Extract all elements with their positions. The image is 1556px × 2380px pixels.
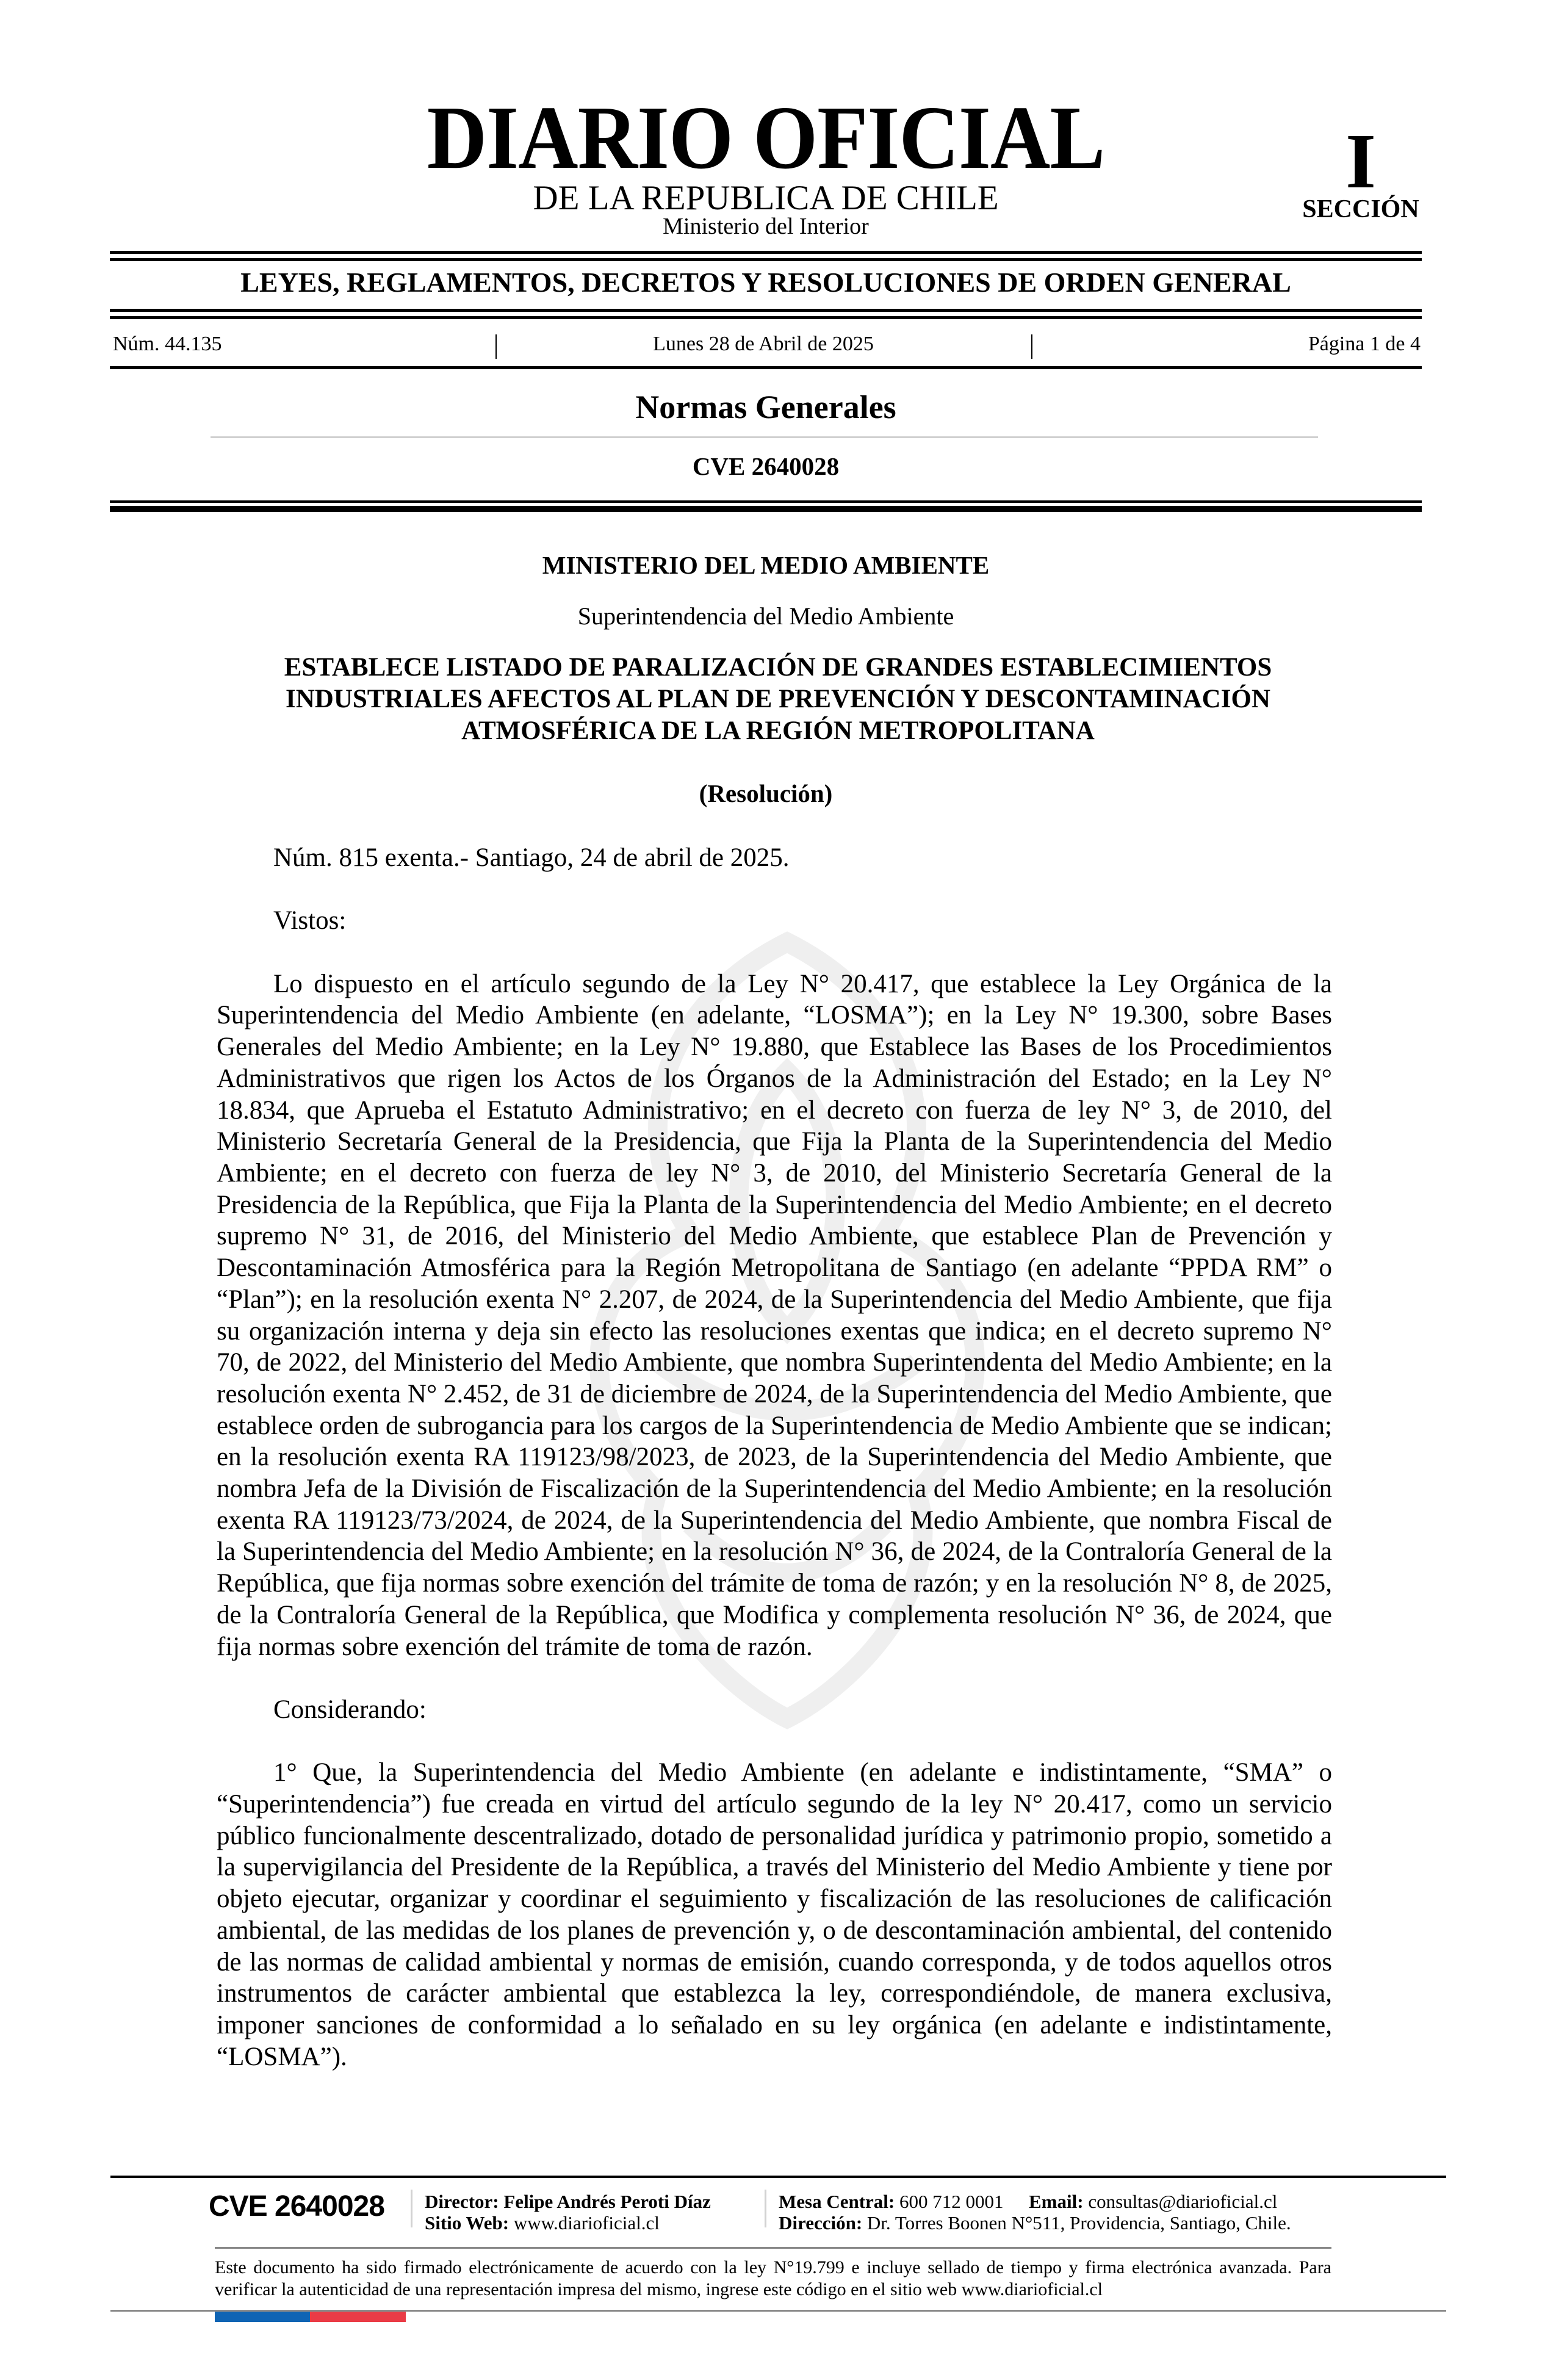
cve-rule-thin (110, 500, 1422, 503)
email-link[interactable]: consultas@diarioficial.cl (1088, 2191, 1278, 2212)
website-link[interactable]: www.diarioficial.cl (513, 2212, 660, 2234)
masthead-rule-1 (110, 251, 1422, 254)
footer-cve-code: CVE 2640028 (209, 2190, 384, 2223)
footer-top-rule (110, 2176, 1446, 2178)
vistos-label: Vistos: (273, 906, 347, 936)
issue-separator-2 (1031, 334, 1032, 359)
page-indicator: Página 1 de 4 (1308, 333, 1421, 355)
footer-website (425, 2213, 660, 2232)
address-value: Dr. Torres Boonen N°511, Providencia, Santiago, Chile. (866, 2212, 1291, 2234)
phone-label: Mesa Central: (779, 2191, 895, 2212)
address-label: Dirección: (779, 2212, 863, 2234)
resolution-number-line: Núm. 815 exenta.- Santiago, 24 de abril de 2025. (273, 843, 790, 872)
footer-contact (779, 2192, 1277, 2211)
footer-director (425, 2192, 711, 2211)
cve-rule-thick (110, 506, 1422, 512)
considerando-paragraph-1: 1° Que, la Superintendencia del Medio Ambiente (en adelante e indistintamente, “SMA” o “Superintendencia”) fue creada en virtud del artículo segundo de la ley N° 20.417, como un servicio público funcionalmente descentralizado, dotado de personalidad jurídica y patrimonio propio, sometido a la supervigilancia del Presidente de la República, a través del Ministerio del Medio Ambiente y tiene por objeto ejecutar, organizar y coordinar el seguimiento y fiscalización de las resoluciones de calificación ambiental, de las medidas de los planes de prevención y, o de descontaminación ambiental, del contenido de las normas de calidad ambiental y normas de emisión, cuando corresponda, y de todos aquellos otros instrumentos de carácter ambiental que establezca la ley, correspondiéndole, de manera exclusiva, imponer sanciones de conformidad a lo señalado en su ley orgánica (en adelante e indistintamente, “LOSMA”). (217, 1758, 1332, 2071)
document-type: (Resolución) (699, 779, 833, 807)
section-label: SECCIÓN (1302, 195, 1419, 223)
masthead-subtitle: DE LA REPUBLICA DE CHILE (533, 179, 999, 217)
masthead-title: DIARIO OFICIAL (427, 88, 1105, 188)
vistos-paragraph: Lo dispuesto en el artículo segundo de la Ley N° 20.417, que establece la Ley Orgánica de la Superintendencia del Medio Ambiente (en adelante, “LOSMA”); en la Ley N° 19.300, sobre Bases Generales del Medio Ambiente; en la Ley N° 19.880, que Establece las Bases de los Procedimientos Administrativos que rigen los Actos de los Órganos de la Administración del Estado; en la Ley N° 18.834, que Aprueba el Estatuto Administrativo; en el decreto con fuerza de ley N° 3, de 2010, del Ministerio Secretaría General de la Presidencia, que Fija la Planta de la Superintendencia del Medio Ambiente; en el decreto con fuerza de ley N° 3, de 2010, del Ministerio Secretaría General de la Presidencia de la República, que Fija la Planta de la Superintendencia del Medio Ambiente; en el decreto supremo N° 31, de 2016, del Ministerio del Medio Ambiente, que establece Plan de Prevención y Descontaminación Atmosférica para la Región Metropolitana de Santiago (en adelante “PPDA RM” o “Plan”); en la resolución exenta N° 2.207, de 2024, de la Superintendencia del Medio Ambiente, que fija su organización interna y deja sin efecto las resoluciones exentas que indica; en el decreto supremo N° 70, de 2022, del Ministerio del Medio Ambiente, que nombra Superintendenta del Medio Ambiente; en la resolución exenta N° 2.452, de 31 de diciembre de 2024, de la Superintendencia del Medio Ambiente, que establece orden de subrogancia para los cargos de la Superintendencia de Medio Ambiente que se indican; en la resolución exenta RA 119123/98/2023, de 2023, de la Superintendencia del Medio Ambiente, que nombra Jefa de la División de Fiscalización de la Superintendencia del Medio Ambiente; en la resolución exenta RA 119123/73/2024, de 2024, de la Superintendencia del Medio Ambiente, que nombra Fiscal de la Superintendencia del Medio Ambiente; en la resolución N° 36, de 2024, de la Contraloría General de la República, que fija normas sobre exención del trámite de toma de razón; y en la resolución N° 8, de 2025, de la Contraloría General de la República, que Modifica y complementa resolución N° 36, de 2024, que fija normas sobre exención del trámite de toma de razón. (217, 969, 1332, 1661)
issue-date: Lunes 28 de Abril de 2025 (653, 333, 874, 355)
banner-rule-2 (110, 316, 1422, 319)
phone-number: 600 712 0001 (899, 2191, 1004, 2212)
website-label: Sitio Web: (425, 2212, 510, 2234)
considerando-label: Considerando: (273, 1695, 427, 1724)
masthead-ministry: Ministerio del Interior (663, 214, 869, 239)
issue-rule (110, 366, 1422, 369)
footer-separator-1 (411, 2190, 412, 2227)
section-number: I (1345, 118, 1376, 204)
footer-address (779, 2213, 1291, 2232)
footer-mid-rule (215, 2247, 1331, 2249)
flag-stripe-blue (215, 2312, 310, 2322)
document-title: ESTABLECE LISTADO DE PARALIZACIÓN DE GRANDES ESTABLECIMIENTOS INDUSTRIALES AFECTOS AL PLAN DE PREVENCIÓN Y DESCONTAMINACIÓN ATMOSFÉRICA DE LA REGIÓN METROPOLITANA (284, 653, 1272, 745)
masthead-rule-2 (110, 258, 1422, 261)
issue-number: Núm. 44.135 (113, 333, 222, 355)
flag-stripe-red (310, 2312, 406, 2322)
footer-separator-2 (765, 2190, 766, 2227)
document-ministry: MINISTERIO DEL MEDIO AMBIENTE (542, 551, 990, 579)
email-label: Email: (1029, 2191, 1084, 2212)
document-body (217, 842, 1332, 2072)
banner-rule-1 (110, 309, 1422, 312)
director-name: Felipe Andrés Peroti Díaz (503, 2191, 711, 2212)
cve-code: CVE 2640028 (692, 452, 840, 480)
director-label: Director: (425, 2191, 499, 2212)
document-agency: Superintendencia del Medio Ambiente (577, 602, 954, 630)
footer-disclaimer: Este documento ha sido firmado electrónicamente de acuerdo con la ley N°19.799 e incluye sellado de tiempo y firma electrónica avanzada. Para verificar la autenticidad de una representación impresa del mismo, ingrese este código en el sitio web www.diarioficial.cl (215, 2257, 1331, 2299)
section-heading: Normas Generales (635, 389, 896, 425)
section-heading-rule (211, 436, 1318, 438)
category-banner: LEYES, REGLAMENTOS, DECRETOS Y RESOLUCIONES DE ORDEN GENERAL (240, 267, 1291, 298)
